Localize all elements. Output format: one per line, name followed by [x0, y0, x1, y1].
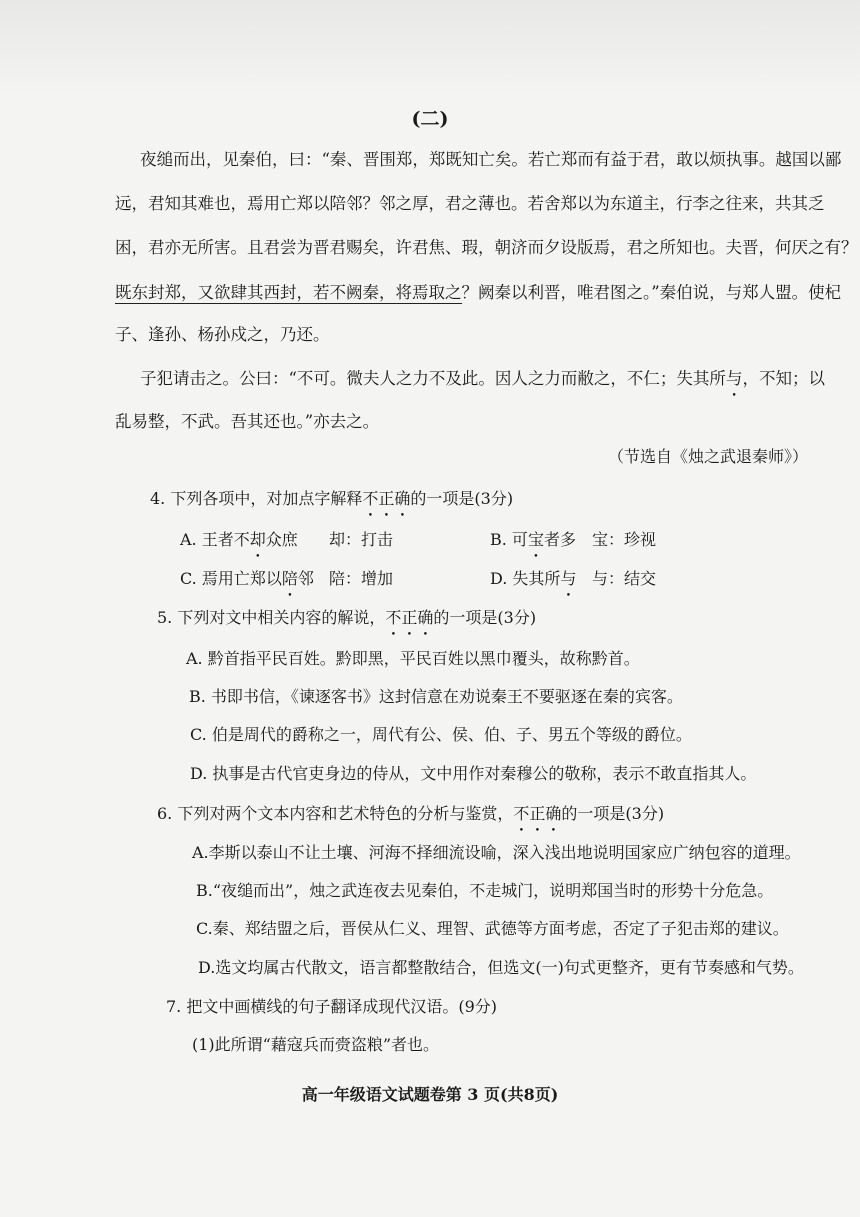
dot-char-2: 正: [378, 489, 395, 508]
q4-d-pre: D. 失其所: [490, 569, 561, 588]
q5-option-d: D. 执事是古代官吏身边的侍从，文中用作对秦穆公的敬称，表示不敢直指其人。: [190, 764, 757, 783]
passage-line-5: 子、逢孙、杨孙戍之，乃还。: [115, 325, 330, 344]
q4-c-dot: 陪: [281, 569, 298, 588]
q4-stem: [150, 486, 513, 509]
q5-stem-post: 的一项是(3分): [433, 608, 537, 627]
passage-line-3: 困，君亦无所害。且君尝为晋君赐矣，许君焦、瑕，朝济而夕设版焉，君之所知也。夫晋，何厌之有？: [115, 238, 858, 257]
section-title: (二): [411, 108, 449, 130]
q7-sub1: (1)此所谓“藉寇兵而赍盗粮”者也。: [192, 1035, 440, 1054]
q4-option-c-gloss: 陪：增加: [329, 569, 394, 588]
passage-line-2: 远，君知其难也，焉用亡郑以陪邻？邻之厚，君之薄也。若舍郑以为东道主，行李之往来，共其乏: [115, 194, 825, 213]
page-footer: 高一年级语文试题卷第 3 页(共8页): [301, 1085, 559, 1104]
dot-char-3: 确: [545, 804, 562, 823]
q5-stem-pre: 5. 下列对文中相关内容的解说，: [157, 608, 386, 627]
dot-char-1: 不: [513, 804, 530, 823]
q5-stem-dots: [385, 608, 433, 627]
q6-stem: [157, 801, 664, 824]
passage-line-4-rest: ？阙秦以利晋，唯君图之。”秦伯说，与郑人盟。使杞: [461, 283, 842, 302]
underlined-sentence: 既东封郑，又欲肆其西封，若不阙秦，将焉取之: [115, 283, 462, 302]
q5-stem: [157, 605, 536, 628]
q4-option-a: [180, 527, 298, 550]
passage2-line-1-text: 子犯请击之。公曰：“不可。微夫人之力不及此。因人之力而敝之，不仁；失其所: [140, 369, 726, 388]
passage-line-4: [115, 279, 842, 303]
q6-stem-post: 的一项是(3分): [561, 804, 665, 823]
q4-option-b-gloss: 宝：珍视: [592, 530, 657, 549]
q4-stem-pre: 4. 下列各项中，对加点字解释: [150, 489, 363, 508]
q4-b-post: 者多: [543, 530, 576, 549]
dot-char-1: 不: [385, 608, 402, 627]
q6-option-c: C.秦、郑结盟之后，晋侯从仁义、理智、武德等方面考虑，否定了子犯击郑的建议。: [196, 919, 789, 938]
q4-option-d-gloss: 与：结交: [592, 569, 657, 588]
q4-option-c: [180, 566, 314, 589]
dot-char-2: 正: [401, 608, 418, 627]
scan-shadow: [0, 0, 860, 95]
dotted-char: 与: [725, 369, 743, 388]
q4-option-b: [490, 527, 576, 550]
q4-c-post: 邻: [297, 569, 314, 588]
source-citation: （节选自《烛之武退秦师》）: [607, 447, 808, 466]
q4-b-dot: 宝: [527, 530, 544, 549]
dot-char-1: 不: [362, 489, 379, 508]
passage2-line-1: [140, 365, 840, 389]
q4-b-pre: B. 可: [490, 530, 528, 549]
passage2-line-1-end: ，不知；以: [742, 369, 825, 388]
q4-stem-dots: [362, 489, 410, 508]
q4-a-pre: A. 王者不: [180, 530, 250, 549]
dot-char-3: 确: [394, 489, 411, 508]
q4-d-dot: 与: [560, 569, 577, 588]
q5-option-c: C. 伯是周代的爵称之一，周代有公、侯、伯、子、男五个等级的爵位。: [190, 725, 692, 744]
q4-a-post: 众庶: [265, 530, 298, 549]
q4-c-pre: C. 焉用亡郑以: [180, 569, 282, 588]
q6-option-d: D.选文均属古代散文，语言都整散结合，但选文(一)句式更整齐，更有节奏感和气势。: [198, 958, 804, 977]
dot-char-2: 正: [529, 804, 546, 823]
q6-stem-pre: 6. 下列对两个文本内容和艺术特色的分析与鉴赏，: [157, 804, 514, 823]
q4-option-d: [490, 566, 576, 589]
passage-line-1: 夜缒而出，见秦伯，曰：“秦、晋围郑，郑既知亡矣。若亡郑而有益于君，敢以烦执事。越国以鄙: [140, 150, 842, 169]
q4-a-dot: 却: [249, 530, 266, 549]
q6-option-a: A.李斯以泰山不让土壤、河海不择细流设喻，深入浅出地说明国家应广纳包容的道理。: [192, 843, 801, 862]
q6-stem-dots: [513, 804, 561, 823]
q5-option-a: A. 黔首指平民百姓。黔即黑，平民百姓以黑巾覆头，故称黔首。: [186, 649, 640, 668]
q5-option-b: B. 书即书信，《谏逐客书》这封信意在劝说秦王不要驱逐在秦的宾客。: [189, 687, 683, 706]
passage2-line-2: 乱易整，不武。吾其还也。”亦去之。: [115, 412, 380, 431]
q4-stem-post: 的一项是(3分): [410, 489, 514, 508]
q6-option-b: B.“夜缒而出”，烛之武连夜去见秦伯，不走城门，说明郑国当时的形势十分危急。: [196, 881, 774, 900]
q4-option-a-gloss: 却：打击: [329, 530, 394, 549]
dot-char-3: 确: [417, 608, 434, 627]
q7-stem: 7. 把文中画横线的句子翻译成现代汉语。(9分): [166, 997, 498, 1016]
